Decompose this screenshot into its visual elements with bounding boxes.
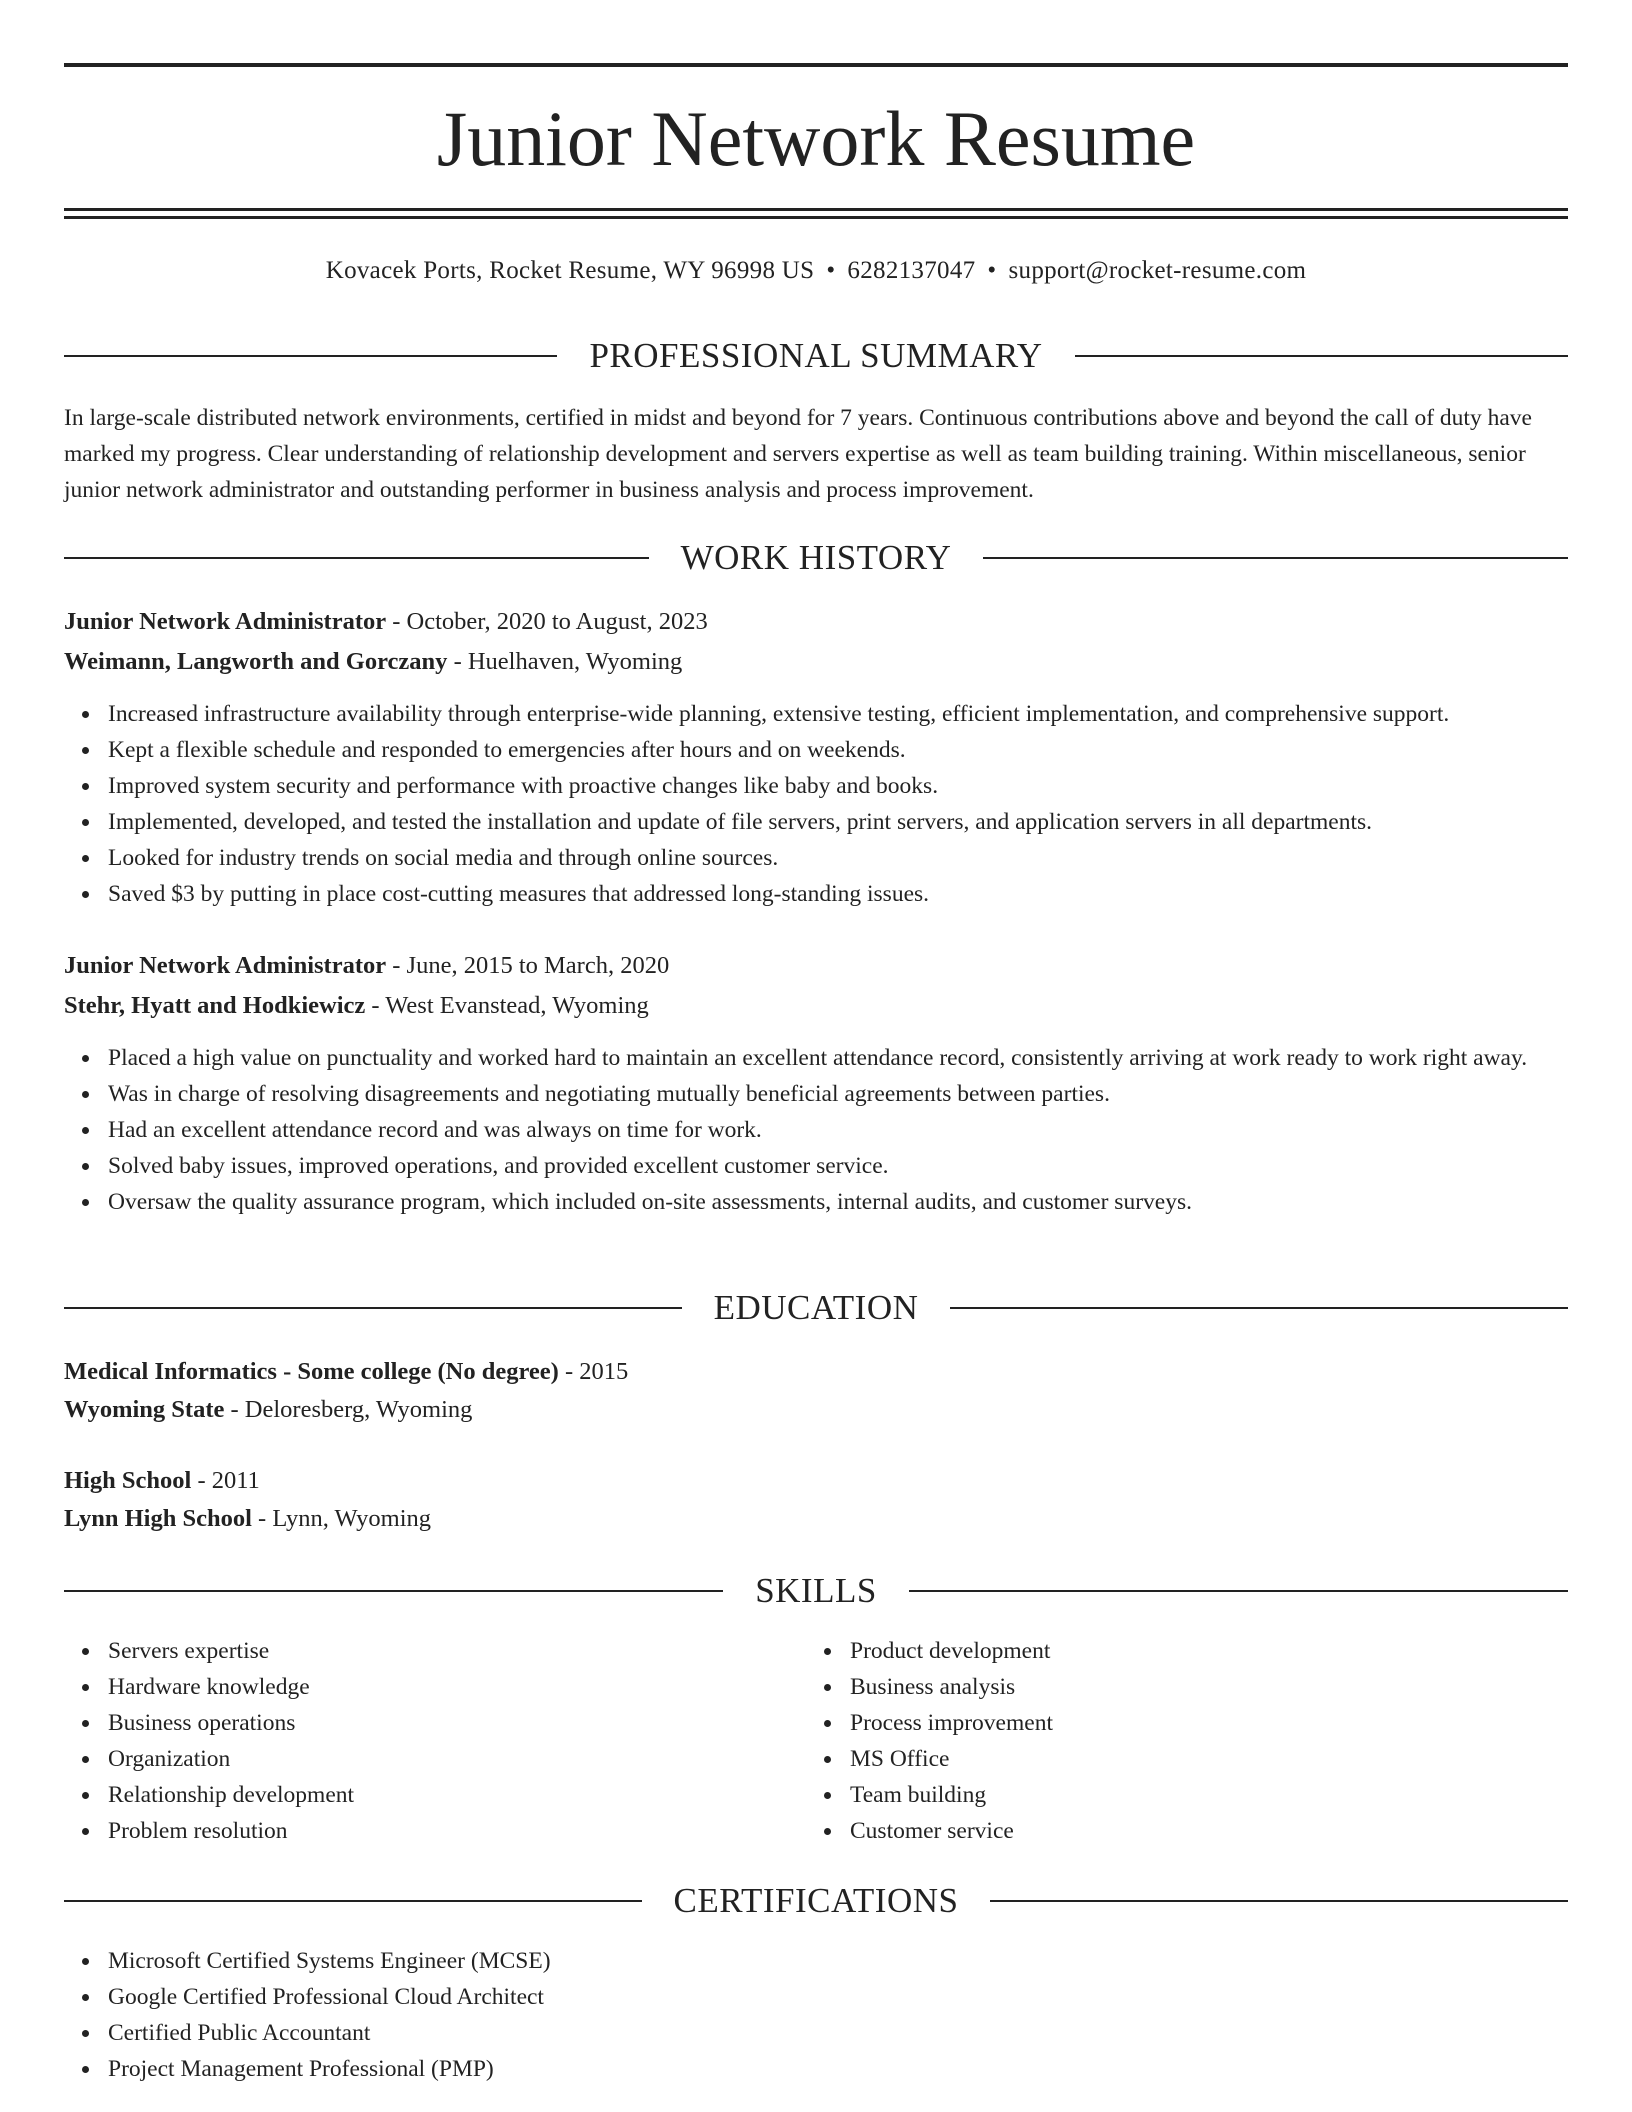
job-title-line (64, 948, 1568, 984)
education-location: - Deloresberg, Wyoming (224, 1396, 473, 1423)
education-degree: High School (64, 1467, 192, 1494)
heading-rule-right (990, 1900, 1568, 1902)
certifications-list (64, 1943, 1568, 2087)
education-degree-line (64, 1354, 1568, 1390)
heading-rule-right (983, 557, 1568, 559)
education-heading-label: EDUCATION (713, 1288, 919, 1327)
certification-item: Google Certified Professional Cloud Architect (108, 1979, 1568, 2015)
job-title-line (64, 604, 1568, 640)
header-double-rule-lower (64, 216, 1568, 219)
job-bullet: Was in charge of resolving disagreements and negotiating mutually beneficial agreements between parties. (108, 1076, 1568, 1112)
job-bullet: Placed a high value on punctuality and worked hard to maintain an excellent attendance record, consistently arriving at work ready to work right away. (108, 1040, 1568, 1076)
job-title: Junior Network Administrator (64, 608, 387, 635)
job-bullet: Looked for industry trends on social media and through online sources. (108, 840, 1568, 876)
job-dates: - June, 2015 to March, 2020 (386, 952, 670, 979)
job-bullet: Oversaw the quality assurance program, which included on-site assessments, internal audits, and customer surveys. (108, 1184, 1568, 1220)
education-degree: Medical Informatics - Some college (No degree) (64, 1358, 559, 1385)
contact-address: Kovacek Ports, Rocket Resume, WY 96998 US (325, 257, 815, 284)
heading-rule-left (64, 1590, 723, 1592)
education-section-heading (64, 1288, 1568, 1328)
skill-item: Problem resolution (108, 1813, 808, 1849)
education-school-line (64, 1501, 1568, 1537)
education-year: - 2011 (191, 1467, 260, 1494)
certification-item: Certified Public Accountant (108, 2015, 1568, 2051)
contact-line (64, 254, 1568, 288)
job-company-line (64, 644, 1568, 680)
heading-rule-right (1075, 355, 1568, 357)
heading-rule-left (64, 1307, 682, 1309)
job-company-line (64, 988, 1568, 1024)
contact-email: support@rocket-resume.com (1008, 257, 1307, 284)
job-bullet: Saved $3 by putting in place cost-cutting measures that addressed long-standing issues. (108, 876, 1568, 912)
job-location: - Huelhaven, Wyoming (447, 648, 683, 675)
job-bullet-list (64, 1040, 1568, 1220)
job-location: - West Evanstead, Wyoming (365, 992, 649, 1019)
summary-text: In large-scale distributed network environments, certified in midst and beyond for 7 years. Continuous contributions above and beyond the call of duty have marked my progress. Clear understanding of relationship development and servers expertise as well as team building training. Within miscellaneous, senior junior network administrator and outstanding performer in business analysis and process improvement. (64, 405, 1532, 503)
work-section-heading (64, 538, 1568, 578)
job-bullet: Implemented, developed, and tested the installation and update of file servers, print servers, and application servers in all departments. (108, 804, 1568, 840)
heading-rule-left (64, 1900, 642, 1902)
education-location: - Lynn, Wyoming (251, 1505, 432, 1532)
job-bullet: Solved baby issues, improved operations, and provided excellent customer service. (108, 1148, 1568, 1184)
heading-rule-left (64, 355, 557, 357)
job-bullet: Improved system security and performance with proactive changes like baby and books. (108, 768, 1568, 804)
skills-list-left (64, 1633, 808, 1849)
skill-item: Organization (108, 1741, 808, 1777)
education-school: Lynn High School (64, 1505, 252, 1532)
job-company: Weimann, Langworth and Gorczany (64, 648, 448, 675)
skill-item: Product development (850, 1633, 1550, 1669)
contact-separator: • (987, 257, 997, 284)
skill-item: Relationship development (108, 1777, 808, 1813)
job-bullet: Increased infrastructure availability through enterprise-wide planning, extensive testing, efficient implementation, and comprehensive support. (108, 696, 1568, 732)
skill-item: MS Office (850, 1741, 1550, 1777)
certifications-section-heading (64, 1881, 1568, 1921)
certification-item: Project Management Professional (PMP) (108, 2051, 1568, 2087)
education-school: Wyoming State (64, 1396, 225, 1423)
skill-item: Team building (850, 1777, 1550, 1813)
contact-phone: 6282137047 (847, 257, 976, 284)
job-title: Junior Network Administrator (64, 952, 387, 979)
certifications-heading-label: CERTIFICATIONS (673, 1881, 959, 1920)
skills-list-right (806, 1633, 1550, 1849)
heading-rule-left (64, 557, 649, 559)
education-school-line (64, 1392, 1568, 1428)
job-dates: - October, 2020 to August, 2023 (386, 608, 708, 635)
skill-item: Hardware knowledge (108, 1669, 808, 1705)
skills-section-heading (64, 1571, 1568, 1611)
job-bullet-list (64, 696, 1568, 912)
header-top-rule (64, 63, 1568, 67)
summary-section-heading (64, 336, 1568, 376)
resume-title: Junior Network Resume (436, 95, 1196, 182)
heading-rule-right (950, 1307, 1568, 1309)
skill-item: Process improvement (850, 1705, 1550, 1741)
skill-item: Business operations (108, 1705, 808, 1741)
skill-item: Customer service (850, 1813, 1550, 1849)
job-bullet: Had an excellent attendance record and was always on time for work. (108, 1112, 1568, 1148)
skill-item: Business analysis (850, 1669, 1550, 1705)
education-degree-line (64, 1463, 1568, 1499)
skills-heading-label: SKILLS (755, 1571, 877, 1610)
work-heading-label: WORK HISTORY (680, 538, 952, 577)
certification-item: Microsoft Certified Systems Engineer (MCSE) (108, 1943, 1568, 1979)
header-double-rule-upper (64, 208, 1568, 211)
skill-item: Servers expertise (108, 1633, 808, 1669)
contact-separator: • (826, 257, 836, 284)
job-company: Stehr, Hyatt and Hodkiewicz (64, 992, 366, 1019)
summary-heading-label: PROFESSIONAL SUMMARY (589, 336, 1043, 375)
heading-rule-right (909, 1590, 1568, 1592)
job-bullet: Kept a flexible schedule and responded to emergencies after hours and on weekends. (108, 732, 1568, 768)
education-year: - 2015 (558, 1358, 629, 1385)
